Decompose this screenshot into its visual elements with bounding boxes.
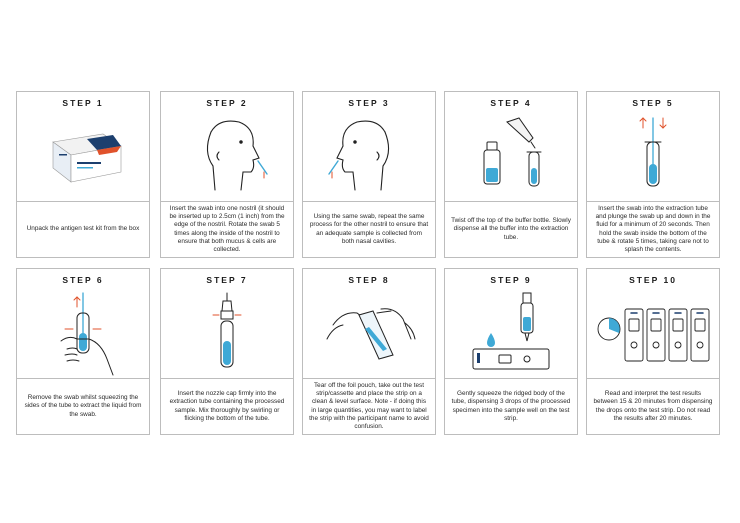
step-title: STEP 2 [206,98,248,108]
timer-results-icon [587,289,719,377]
step-card-5 [586,91,720,258]
step-card-8 [302,268,436,435]
step-card-9 [444,268,578,435]
step-title: STEP 6 [62,275,104,285]
squeeze-tube-icon [17,289,149,377]
step-title: STEP 8 [348,275,390,285]
step-card-1 [16,91,150,258]
step-text: Insert the swab into the extraction tube and plunge the swab up and down in the fluid for a minimum of 20 seconds. Then hold the swab inside the bottom of the tube & rotate 5 times, taking care not to splash the contents. [595,204,711,253]
step-card-7 [160,268,294,435]
swab-nostril-icon [161,112,293,200]
step-text: Unpack the antigen test kit from the box [26,225,140,233]
step-text: Insert the nozzle cap firmly into the extraction tube containing the processed sample. Mix thoroughly by swirling or flicking the bottom of the tube. [169,390,285,422]
step-card-3 [302,91,436,258]
foil-pouch-icon [303,289,435,377]
nozzle-cap-icon [161,289,293,377]
step-card-2 [160,91,294,258]
step-title: STEP 1 [62,98,104,108]
step-text: Using the same swab, repeat the same process for the other nostril to ensure that an adequate sample is collected from both nasal cavities. [309,213,429,245]
step-text: Read and interpret the test results between 15 & 20 minutes from dispensing the drops onto the test strip. Do not read the results after 20 minutes. [593,390,713,422]
drops-on-cassette-icon [445,289,577,377]
step-title: STEP 7 [206,275,248,285]
step-card-10 [586,268,720,435]
extraction-tube-swab-icon [587,112,719,200]
step-title: STEP 5 [632,98,674,108]
step-text: Tear off the foil pouch, take out the test strip/cassette and place the strip on a clean & level surface. Note - if doing this in large quantities, you may want to label the strip with the participant name to avoid confusion. [309,381,429,430]
step-title: STEP 10 [629,275,677,285]
step-title: STEP 4 [490,98,532,108]
step-text: Remove the swab whilst squeezing the sides of the tube to extract the liquid from the swab. [24,394,142,418]
step-card-4 [444,91,578,258]
swab-other-nostril-icon [303,112,435,200]
step-text: Twist off the top of the buffer bottle. Slowly dispense all the buffer into the extraction tube. [451,217,571,241]
step-text: Gently squeeze the ridged body of the tube, dispensing 3 drops of the processed specimen into the sample well on the test strip. [451,390,571,422]
step-text: Insert the swab into one nostril (it should be inserted up to 2.5cm (1 inch) from the edge of the nostril. Rotate the swab 5 times along the inside of the nostril to ensure that both mucus & cells are collected. [169,204,285,253]
step-title: STEP 3 [348,98,390,108]
test-kit-box-icon [17,112,149,200]
step-card-6 [16,268,150,435]
buffer-bottle-icon [445,112,577,200]
step-title: STEP 9 [490,275,532,285]
